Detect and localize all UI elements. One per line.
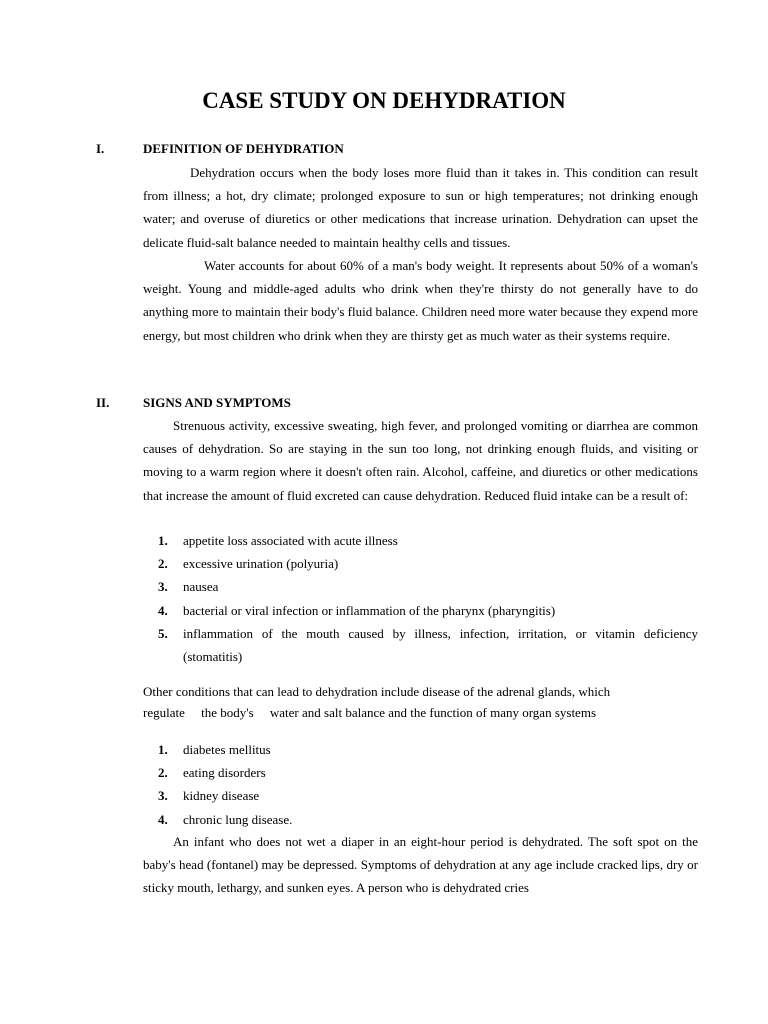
- list-item-text: eating disorders: [183, 765, 266, 781]
- section-1-number: I.: [96, 141, 105, 156]
- section-2-number: II.: [96, 395, 110, 410]
- list-item-number: 5.: [158, 625, 168, 641]
- list-item-number: 4.: [158, 811, 168, 827]
- list-item: [158, 575, 698, 598]
- section-1-paragraph-1: Dehydration occurs when the body loses more fluid than it takes in. This condition can result from illness; a hot, dry climate; prolonged exposure to sun or high temperatures; not drinking enough water; and overuse of diuretics or other medications that increase urination. Dehydration can upset the delicate fluid-salt balance needed to maintain healthy cells and tissues.: [143, 165, 698, 250]
- list-item: [158, 784, 698, 807]
- list-item-text: kidney disease: [183, 788, 260, 804]
- section-2-paragraph-3: An infant who does not wet a diaper in an eight-hour period is dehydrated. The soft spot on the baby's head (fontanel) may be depressed. Symptoms of dehydration at any age include cracked lips, dry or sticky mouth, lethargy, and sunken eyes. A person who is dehydrated cries: [143, 834, 698, 896]
- conditions-list: [158, 738, 698, 831]
- section-2-paragraph-2-line-1: Other conditions that can lead to dehydration include disease of the adrenal glands, which: [143, 684, 611, 699]
- section-2-heading: SIGNS AND SYMPTOMS: [143, 395, 291, 410]
- list-item-number: 1.: [158, 742, 168, 757]
- list-item: [158, 599, 698, 622]
- page-title: CASE STUDY ON DEHYDRATION: [202, 88, 566, 113]
- list-item-number: 3.: [158, 579, 168, 595]
- section-2-paragraph-2-line-2: regulate the body's water and salt balance and the function of many organ systems: [143, 705, 597, 720]
- list-item: [158, 552, 698, 575]
- list-item-text: chronic lung disease.: [183, 811, 293, 827]
- section-2-paragraph-1: Strenuous activity, excessive sweating, high fever, and prolonged vomiting or diarrhea are common causes of dehydration. So are staying in the sun too long, not drinking enough fluids, and visiting or moving to a warm region where it doesn't often rain. Alcohol, caffeine, and diuretics or other medications that increase the amount of fluid excreted can cause dehydration. Reduced fluid intake can be a result of:: [143, 418, 698, 503]
- list-item: [158, 529, 698, 552]
- list-item-text: diabetes mellitus: [183, 742, 271, 757]
- list-item-text: excessive urination (polyuria): [183, 556, 339, 572]
- list-item: [158, 808, 698, 831]
- causes-list: [158, 529, 698, 668]
- list-item-number: 4.: [158, 602, 168, 618]
- list-item: [158, 761, 698, 784]
- list-item-text: inflammation of the mouth caused by illness, infection, irritation, or vitamin deficiency (stomatitis): [183, 625, 698, 665]
- list-item-text: appetite loss associated with acute illness: [183, 533, 398, 548]
- list-item-number: 1.: [158, 533, 168, 548]
- list-item-number: 2.: [158, 556, 168, 572]
- list-item-text: nausea: [183, 579, 219, 595]
- section-1-paragraph-2: Water accounts for about 60% of a man's body weight. It represents about 50% of a woman's weight. Young and middle-aged adults who drink when they're thirsty do not generally have to do anything more to maintain their body's fluid balance. Children need more water because they expend more energy, but most children who drink when they are thirsty get as much water as their systems require.: [143, 258, 698, 343]
- list-item: [158, 622, 698, 668]
- section-1-heading: DEFINITION OF DEHYDRATION: [143, 141, 344, 156]
- list-item-number: 2.: [158, 765, 168, 781]
- list-item-number: 3.: [158, 788, 168, 804]
- list-item-text: bacterial or viral infection or inflammation of the pharynx (pharyngitis): [183, 602, 556, 618]
- list-item: [158, 738, 698, 761]
